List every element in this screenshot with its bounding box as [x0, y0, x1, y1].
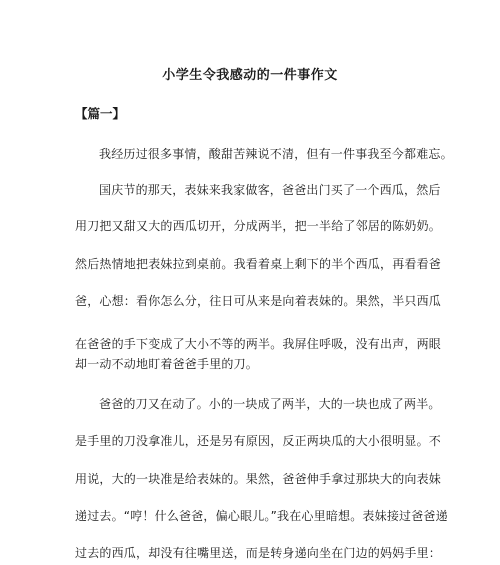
- paragraph-line: 国庆节的那天，表妹来我家做客，爸爸出门买了一个西瓜，然后: [99, 183, 441, 197]
- paragraph-line: 递过去。“哼！什么爸爸，偏心眼儿。”我在心里暗想。表妹接过爸爸递: [75, 509, 448, 523]
- paragraph-line: 是手里的刀没拿准儿，还是另有原因，反正两块瓜的大小很明显。不: [75, 434, 442, 448]
- paragraph-line: 过去的西瓜，却没有往嘴里送，而是转身递向坐在门边的妈妈手里：: [75, 546, 442, 560]
- paragraph-line: 用刀把又甜又大的西瓜切开，分成两半，把一半给了邻居的陈奶奶。: [75, 219, 442, 233]
- paragraph-line: 却一动不动地盯着爸爸手里的刀。: [75, 357, 259, 371]
- paragraph-line: 爸，心想：看你怎么分，往日可从来是向着表妹的。果然，半只西瓜: [75, 294, 442, 308]
- paragraph-line: 然后热情地把表妹拉到桌前。我看着桌上剩下的半个西瓜，再看看爸: [75, 257, 442, 271]
- paragraph-line: 爸爸的刀又在动了。小的一块成了两半，大的一块也成了两半。: [99, 397, 441, 411]
- paragraph-line: 我经历过很多事情，酸甜苦辣说不清，但有一件事我至今都难忘。: [99, 147, 453, 161]
- section-label: 【篇一】: [75, 106, 126, 121]
- paragraph-line: 在爸爸的手下变成了大小不等的两半。我屏住呼吸，没有出声，两眼: [75, 337, 442, 351]
- paragraph-line: 用说，大的一块准是给表妹的。果然，爸爸伸手拿过那块大的向表妹: [75, 472, 442, 486]
- document-title: 小学生令我感动的一件事作文: [162, 68, 338, 83]
